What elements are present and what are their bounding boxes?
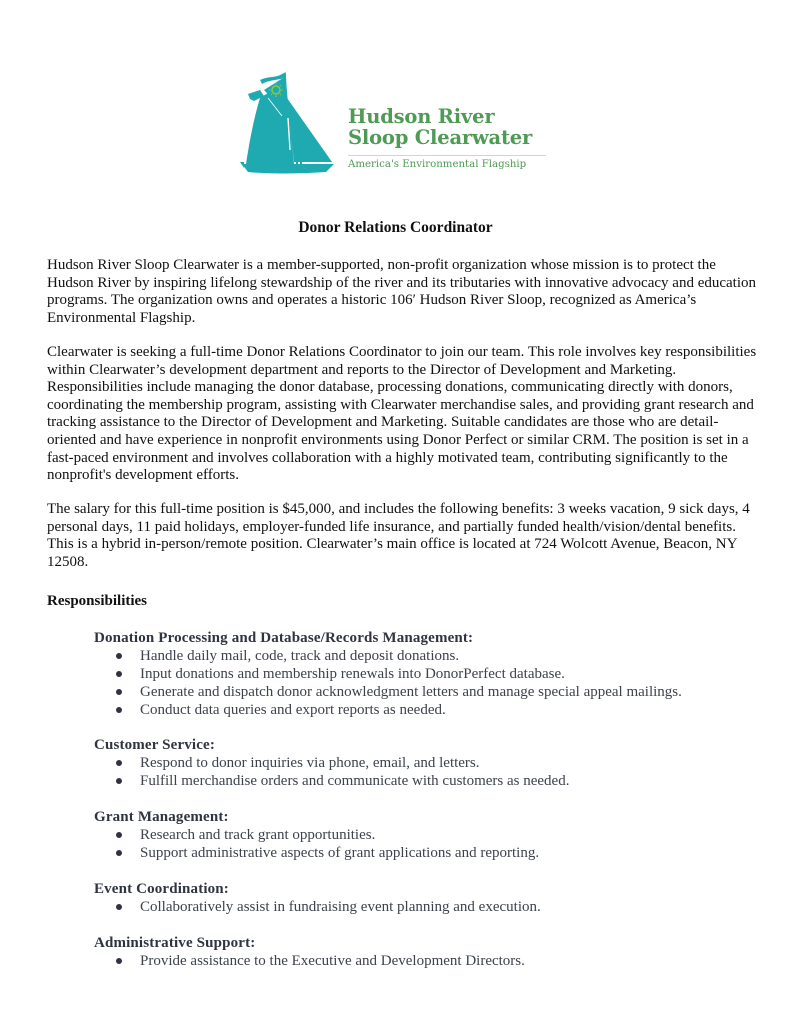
responsibility-section-administrative-support: [94, 934, 754, 970]
responsibility-section-grant-management: [94, 808, 754, 862]
list-item: [94, 898, 754, 916]
list-item-text: Support administrative aspects of grant applications and reporting.: [140, 845, 540, 861]
list-item-text: Generate and dispatch donor acknowledgment letters and manage special appeal mailings.: [140, 684, 682, 700]
list-item-text: Input donations and membership renewals into DonorPerfect database.: [140, 666, 565, 682]
bullet-icon: [116, 653, 122, 659]
section-title: Administrative Support:: [94, 935, 256, 951]
salary-benefits-paragraph: The salary for this full-time position is $45,000, and includes the following benefits: 3 weeks vacation, 9 sick days, 4 personal days, 11 paid holidays, employer-funded life insurance, and partially funded health/vision/dental benefits. This is a hybrid in-person/remote position. Clearwater’s main office is located at 724 Wolcott Avenue, Beacon, NY 12508.: [47, 501, 750, 570]
list-item: [94, 772, 754, 790]
section-title: Event Coordination:: [94, 881, 229, 897]
bullet-list: [94, 647, 754, 719]
section-title: Grant Management:: [94, 809, 229, 825]
list-item-text: Collaboratively assist in fundraising event planning and execution.: [140, 899, 541, 915]
list-item-text: Respond to donor inquiries via phone, email, and letters.: [140, 755, 480, 771]
responsibilities-heading: Responsibilities: [47, 593, 148, 609]
document-title: Donor Relations Coordinator: [298, 219, 493, 236]
bullet-icon: [116, 958, 122, 964]
bullet-icon: [116, 671, 122, 677]
brand-wordmark: [348, 106, 553, 170]
bullet-icon: [116, 689, 122, 695]
responsibility-section-donation-processing: [94, 629, 754, 719]
bullet-list: [94, 898, 754, 916]
list-item-text: Research and track grant opportunities.: [140, 827, 376, 843]
brand-tagline: America's Environmental Flagship: [348, 159, 527, 170]
list-item-text: Provide assistance to the Executive and Development Directors.: [140, 953, 525, 969]
bullet-icon: [116, 850, 122, 856]
section-title: Donation Processing and Database/Records Management:: [94, 630, 474, 646]
bullet-icon: [116, 778, 122, 784]
bullet-list: [94, 826, 754, 862]
list-item: [94, 844, 754, 862]
list-item: [94, 683, 754, 701]
list-item: [94, 952, 754, 970]
list-item: [94, 647, 754, 665]
bullet-list: [94, 952, 754, 970]
list-item-text: Fulfill merchandise orders and communicate with customers as needed.: [140, 773, 570, 789]
role-description-paragraph: Clearwater is seeking a full-time Donor Relations Coordinator to join our team. This role involves key responsibilities within Clearwater’s development department and reports to the Director of Development and Marketing. Responsibilities include managing the donor database, processing donations, communicating directly with donors, coordinating the membership program, assisting with Clearwater merchandise sales, and providing grant research and tracking assistance to the Director of Development and Marketing. Suitable candidates are those who are detail-oriented and have experience in nonprofit environments using Donor Perfect or similar CRM. The position is set in a fast-paced environment and involves collaboration with a highly motivated team, contributing significantly to the nonprofit's development efforts.: [47, 344, 757, 484]
bullet-icon: [116, 832, 122, 838]
intro-paragraph: Hudson River Sloop Clearwater is a member-supported, non-profit organization whose mission is to protect the Hudson River by inspiring lifelong stewardship of the river and its tributaries with innovative advocacy and education programs. The organization owns and operates a historic 106′ Hudson River Sloop, recognized as America’s Environmental Flagship.: [47, 257, 756, 326]
list-item: [94, 826, 754, 844]
list-item: [94, 665, 754, 683]
list-item: [94, 754, 754, 772]
responsibility-section-event-coordination: [94, 880, 754, 916]
section-title: Customer Service:: [94, 737, 215, 753]
responsibility-section-customer-service: [94, 736, 754, 790]
org-name-line1: Hudson River: [348, 105, 495, 128]
organization-logo: [238, 68, 558, 184]
sloop-sailboat-icon: [238, 68, 338, 180]
bullet-icon: [116, 904, 122, 910]
org-name-line2: Sloop Clearwater: [348, 126, 533, 149]
list-item-text: Conduct data queries and export reports as needed.: [140, 702, 446, 718]
list-item: [94, 701, 754, 719]
bullet-icon: [116, 707, 122, 713]
brand-divider: [348, 155, 546, 156]
bullet-list: [94, 754, 754, 790]
list-item-text: Handle daily mail, code, track and deposit donations.: [140, 648, 460, 664]
bullet-icon: [116, 760, 122, 766]
